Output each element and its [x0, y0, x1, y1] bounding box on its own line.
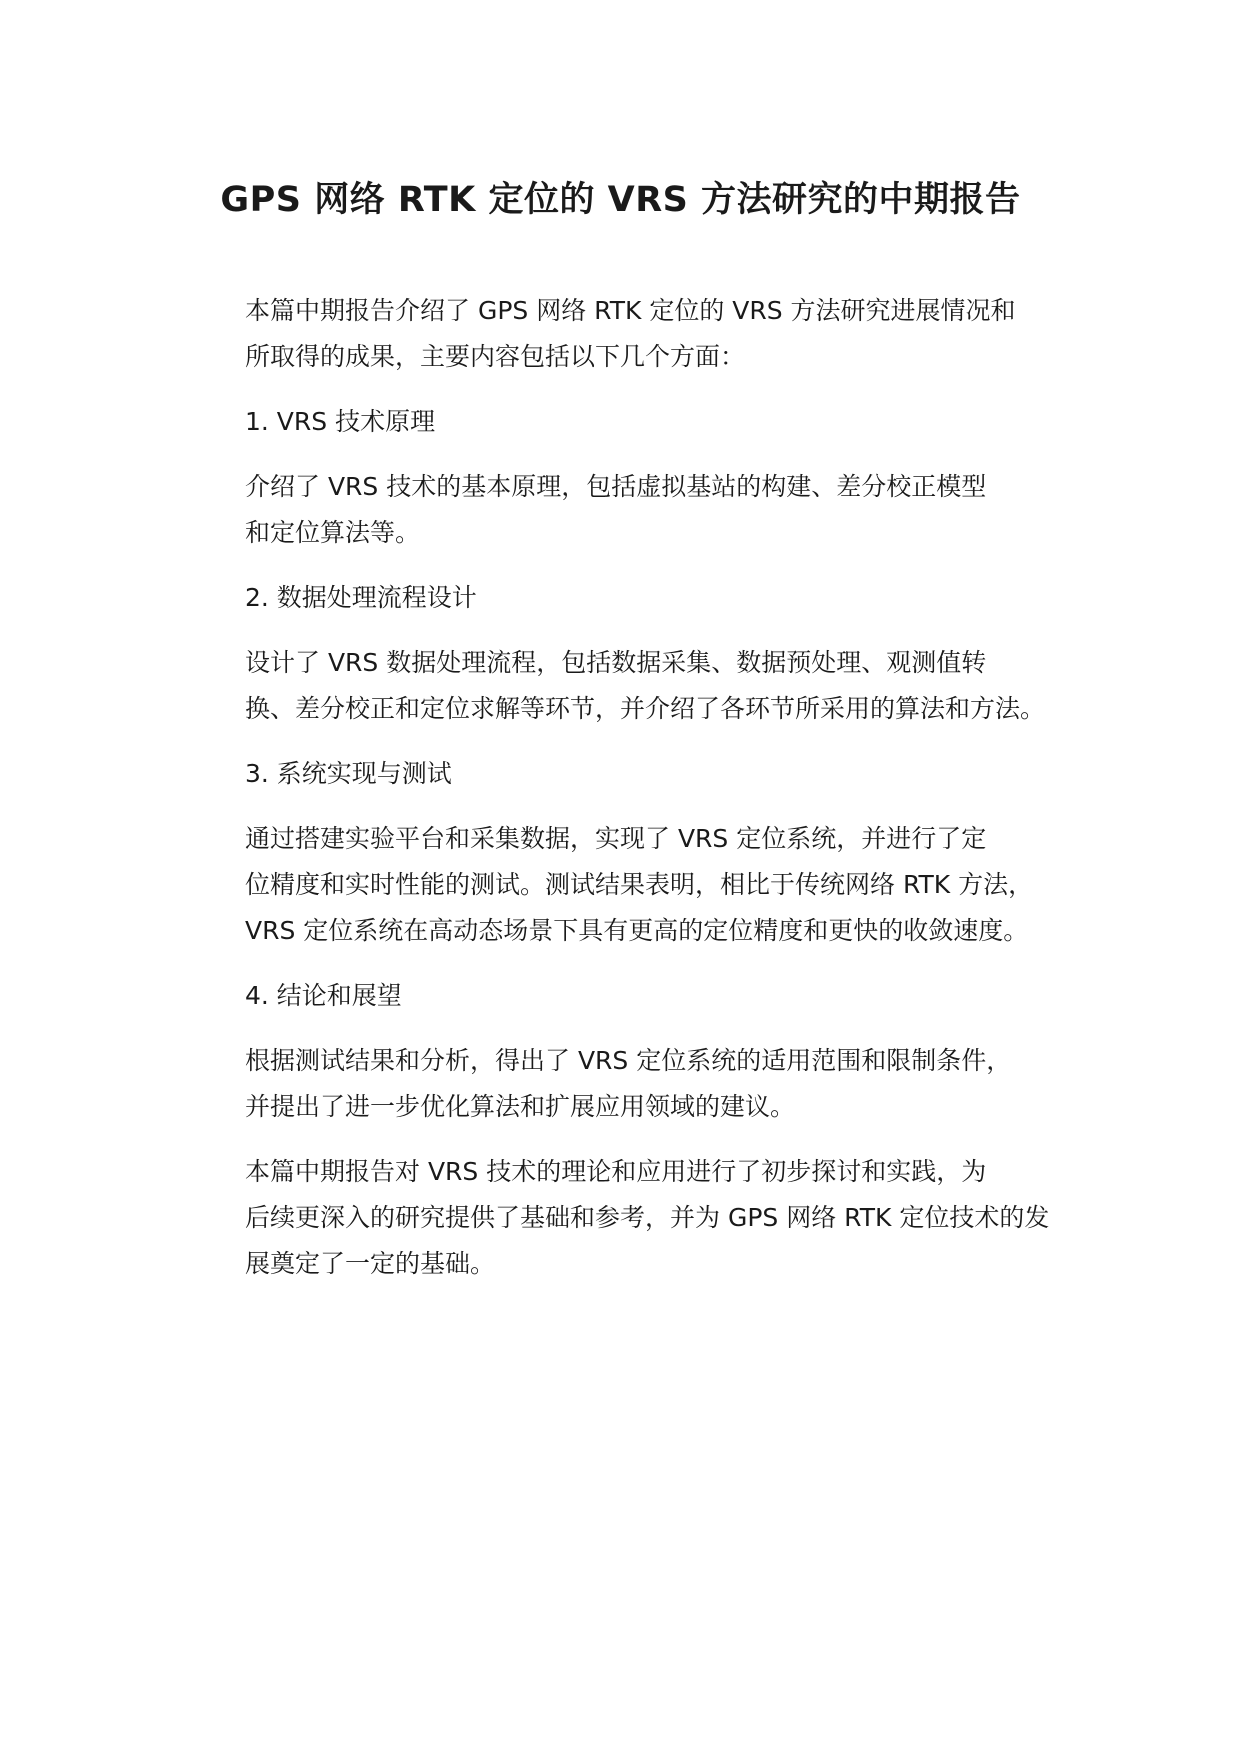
document-body — [188, 288, 1083, 1306]
section-paragraph-system-test — [188, 816, 1083, 954]
paragraph-line: 和定位算法等。 — [245, 518, 421, 547]
paragraph-line: 根据测试结果和分析，得出了 VRS 定位系统的适用范围和限制条件， — [245, 1046, 1012, 1075]
paragraph-line: 后续更深入的研究提供了基础和参考，并为 GPS 网络 RTK 定位技术的发 — [245, 1203, 1050, 1232]
section-heading-data-processing: 2. 数据处理流程设计 — [245, 583, 477, 612]
intro-line: 所取得的成果，主要内容包括以下几个方面： — [245, 342, 746, 371]
paragraph-line: 设计了 VRS 数据处理流程，包括数据采集、数据预处理、观测值转 — [245, 648, 987, 677]
paragraph-line: 通过搭建实验平台和采集数据，实现了 VRS 定位系统，并进行了定 — [245, 824, 987, 853]
section-paragraph-conclusion-outlook — [188, 1038, 1083, 1130]
paragraph-line: 位精度和实时性能的测试。测试结果表明，相比于传统网络 RTK 方法， — [245, 870, 1034, 899]
intro-paragraph — [188, 288, 1083, 380]
section-paragraph-vrs-principle — [188, 464, 1083, 556]
paragraph-line: 展奠定了一定的基础。 — [245, 1249, 496, 1278]
paragraph-line: 本篇中期报告对 VRS 技术的理论和应用进行了初步探讨和实践，为 — [245, 1157, 987, 1186]
paragraph-line: 介绍了 VRS 技术的基本原理，包括虚拟基站的构建、差分校正模型 — [245, 472, 987, 501]
paragraph-line: VRS 定位系统在高动态场景下具有更高的定位精度和更快的收敛速度。 — [245, 916, 1029, 945]
section-paragraph-data-processing — [188, 640, 1083, 732]
section-heading-vrs-principle: 1. VRS 技术原理 — [245, 407, 436, 436]
paragraph-line: 换、差分校正和定位求解等环节，并介绍了各环节所采用的算法和方法。 — [245, 694, 1046, 723]
section-heading-conclusion-outlook: 4. 结论和展望 — [245, 981, 402, 1010]
closing-paragraph — [188, 1149, 1083, 1287]
paragraph-line: 并提出了进一步优化算法和扩展应用领域的建议。 — [245, 1092, 796, 1121]
intro-line: 本篇中期报告介绍了 GPS 网络 RTK 定位的 VRS 方法研究进展情况和 — [245, 296, 1016, 325]
document-title: GPS 网络 RTK 定位的 VRS 方法研究的中期报告 — [220, 180, 1021, 220]
section-heading-system-test: 3. 系统实现与测试 — [245, 759, 452, 788]
